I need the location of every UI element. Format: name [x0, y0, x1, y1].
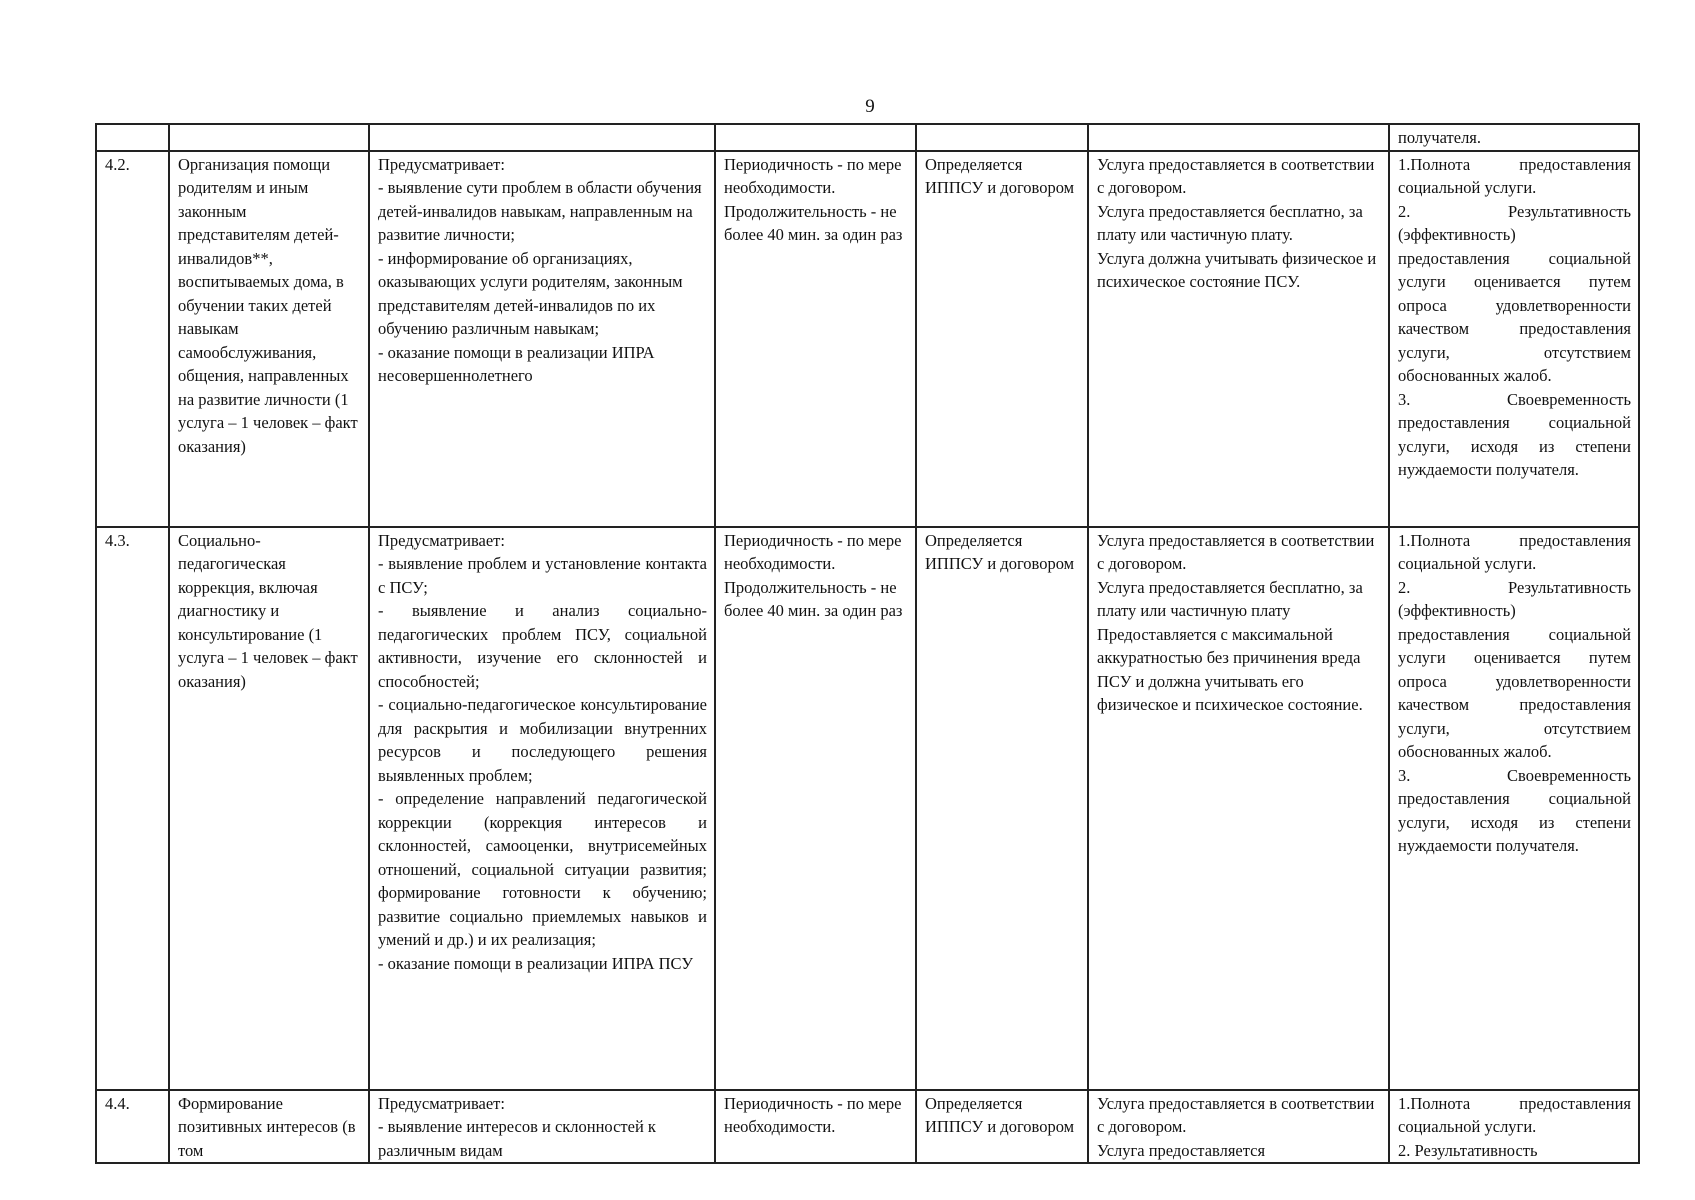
content-line: - оказание помощи в реализации ИПРА ПСУ: [378, 953, 694, 973]
cell-name: [169, 124, 369, 151]
services-table: [95, 123, 1640, 1164]
cell-volume: Определяется ИППСУ и договором: [916, 1090, 1088, 1164]
cell-quality: [1389, 527, 1639, 1090]
conditions-line: Предоставляется с максимальной аккуратностью без причинения вреда ПСУ и должна учитывать его физическое и психическое состояние.: [1097, 624, 1363, 714]
cell-conditions: [1088, 527, 1389, 1090]
quality-line: 2. Результативность: [1398, 1140, 1538, 1160]
cell-timing: [715, 124, 916, 151]
cell-volume: Определяется ИППСУ и договором: [916, 151, 1088, 527]
cell-content: [369, 527, 715, 1090]
conditions-line: Услуга предоставляется в соответствии с договором.: [1097, 154, 1375, 197]
content-line: - выявление сути проблем в области обучения детей-инвалидов навыкам, направленным на развитие личности;: [378, 178, 702, 244]
conditions-line: Услуга должна учитывать физическое и психическое состояние ПСУ.: [1097, 248, 1377, 291]
quality-line: 2. Результативность (эффективность) предоставления социальной услуги оценивается путем опроса удовлетворенности качеством предоставления услуги, отсутствием обоснованных жалоб.: [1398, 201, 1631, 385]
conditions-line: Услуга предоставляется бесплатно, за плату или частичную плату.: [1097, 201, 1363, 244]
cell-timing: Периодичность - по мере необходимости.: [715, 1090, 916, 1164]
table-row: [96, 527, 1639, 1090]
quality-line: 2. Результативность (эффективность) предоставления социальной услуги оценивается путем опроса удовлетворенности качеством предоставления услуги, отсутствием обоснованных жалоб.: [1398, 577, 1631, 761]
cell-content: [369, 151, 715, 527]
cell-name: Организация помощи родителям и иным законным представителям детей-инвалидов**, воспитываемых дома, в обучении таких детей навыкам самообслуживания, общения, направленных на развитие личности (1 услуга – 1 человек – факт оказания): [169, 151, 369, 527]
conditions-line: Услуга предоставляется в соответствии с договором.: [1097, 530, 1375, 573]
content-line: Предусматривает:: [378, 1093, 505, 1113]
conditions-line: Услуга предоставляется в соответствии с договором.: [1097, 1093, 1375, 1136]
cell-quality: получателя.: [1389, 124, 1639, 151]
cell-conditions: [1088, 1090, 1389, 1164]
cell-timing: Периодичность - по мере необходимости. Продолжительность - не более 40 мин. за один раз: [715, 527, 916, 1090]
cell-quality: [1389, 1090, 1639, 1164]
cell-conditions: [1088, 151, 1389, 527]
cell-num: [96, 124, 169, 151]
cell-name: Формирование позитивных интересов (в том: [169, 1090, 369, 1164]
content-line: Предусматривает:: [378, 154, 505, 174]
table-row-continuation: [96, 124, 1639, 151]
quality-line: 1.Полнота предоставления социальной услуги.: [1398, 530, 1631, 573]
cell-conditions: [1088, 124, 1389, 151]
cell-volume: [916, 124, 1088, 151]
conditions-line: Услуга предоставляется: [1097, 1140, 1266, 1160]
cell-timing: Периодичность - по мере необходимости. Продолжительность - не более 40 мин. за один раз: [715, 151, 916, 527]
cell-num: 4.4.: [96, 1090, 169, 1164]
cell-content: [369, 124, 715, 151]
quality-line: 1.Полнота предоставления социальной услуги.: [1398, 1093, 1631, 1136]
cell-quality: [1389, 151, 1639, 527]
cell-num: 4.3.: [96, 527, 169, 1090]
table-row: [96, 1090, 1639, 1164]
content-line: - выявление проблем и установление контакта с ПСУ;: [378, 554, 707, 597]
cell-content: [369, 1090, 715, 1164]
cell-volume: Определяется ИППСУ и договором: [916, 527, 1088, 1090]
quality-line: 1.Полнота предоставления социальной услуги.: [1398, 154, 1631, 197]
conditions-line: Услуга предоставляется бесплатно, за плату или частичную плату: [1097, 577, 1363, 620]
content-line: - оказание помощи в реализации ИПРА несовершеннолетнего: [378, 342, 655, 385]
content-line: - выявление интересов и склонностей к различным видам: [378, 1117, 656, 1160]
quality-line: 3. Своевременность предоставления социальной услуги, исходя из степени нуждаемости получателя.: [1398, 765, 1631, 855]
page-number: 9: [865, 96, 875, 117]
content-line: - определение направлений педагогической коррекции (коррекция интересов и склонностей, самооценки, внутрисемейных отношений, социальной ситуации развития; формирование готовности к обучению; развитие социально приемлемых навыков и умений и др.) и их реализация;: [378, 789, 707, 949]
content-line: - выявление и анализ социально-педагогических проблем ПСУ, социальной активности, изучение его склонностей и способностей;: [378, 601, 707, 691]
content-line: - социально-педагогическое консультирование для раскрытия и мобилизации внутренних ресурсов и последующего решения выявленных проблем;: [378, 695, 707, 785]
content-line: - информирование об организациях, оказывающих услуги родителям, законным представителям детей-инвалидов по их обучению различным навыкам;: [378, 248, 683, 338]
cell-num: 4.2.: [96, 151, 169, 527]
cell-name: Социально-педагогическая коррекция, включая диагностику и консультирование (1 услуга – 1 человек – факт оказания): [169, 527, 369, 1090]
table-row: [96, 151, 1639, 527]
content-line: Предусматривает:: [378, 530, 505, 550]
quality-line: 3. Своевременность предоставления социальной услуги, исходя из степени нуждаемости получателя.: [1398, 389, 1631, 479]
